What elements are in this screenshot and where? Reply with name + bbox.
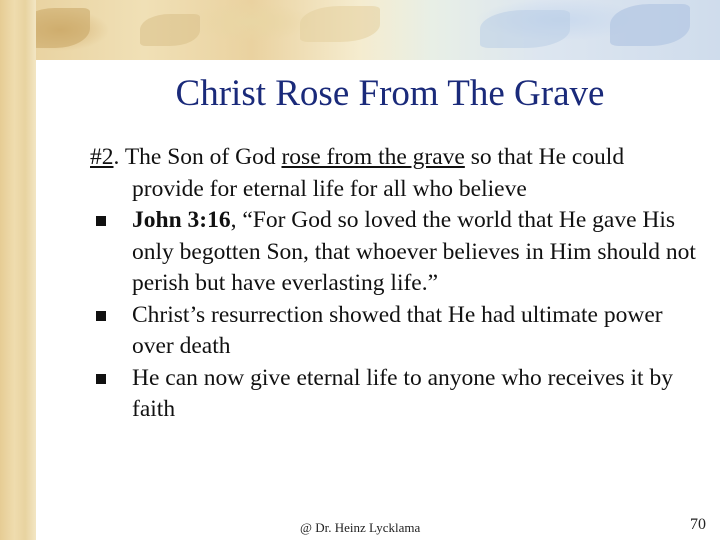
intro-point [90, 142, 700, 205]
footer-credit: @ Dr. Heinz Lycklama [300, 520, 421, 535]
slide-title: Christ Rose From The Grave [175, 73, 605, 114]
bullet-text: , “For God so loved the world that He gave His only begotten Son, that whoever believes in Him should not perish but have everlasting life.” [132, 207, 696, 296]
leaf-decoration [480, 10, 570, 48]
square-bullet-icon [96, 216, 106, 226]
intro-underlined-text: rose from the grave [281, 144, 465, 170]
square-bullet-icon [96, 311, 106, 321]
leaf-decoration [610, 4, 690, 46]
bullet-text: Christ’s resurrection showed that He had ultimate power over death [132, 301, 663, 359]
decorative-top-border [0, 0, 720, 60]
scripture-reference: John 3:16 [132, 207, 231, 233]
slide-content [90, 142, 700, 426]
square-bullet-icon [96, 374, 106, 384]
bullet-item [90, 205, 700, 300]
intro-text-before: . The Son of God [113, 144, 282, 170]
page-number: 70 [690, 516, 706, 533]
leaf-decoration [140, 14, 200, 46]
intro-text-after: so that He could provide for eternal life for all who believe [132, 144, 625, 202]
bullet-item [90, 363, 700, 426]
bullet-text: He can now give eternal life to anyone who receives it by faith [132, 364, 673, 422]
leaf-decoration [300, 6, 380, 42]
point-number: #2 [90, 144, 114, 170]
bullet-item [90, 300, 700, 363]
